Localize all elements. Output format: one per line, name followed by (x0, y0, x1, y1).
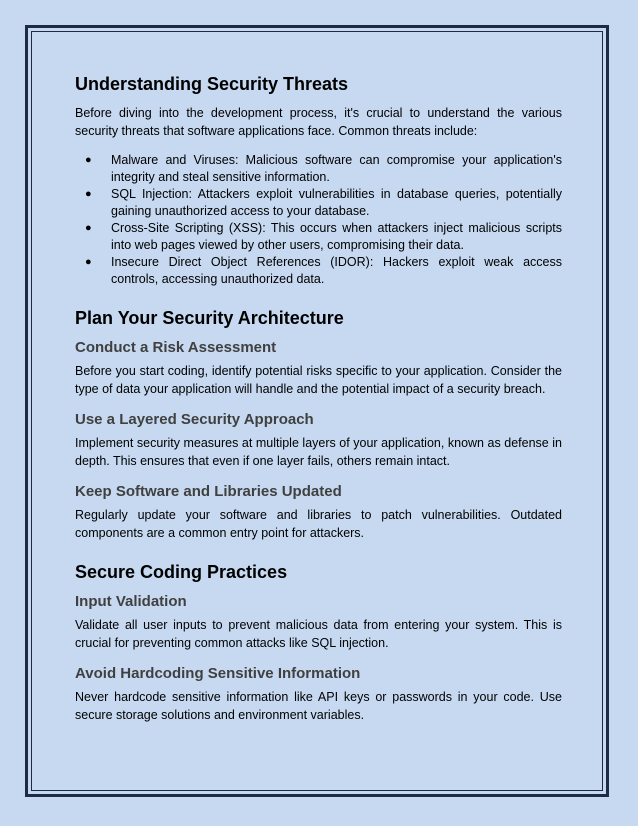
bullet-icon: ● (85, 256, 92, 268)
bullet-icon: ● (85, 154, 92, 166)
bullet-icon: ● (85, 188, 92, 200)
paragraph-input-validation: Validate all user inputs to prevent malicious data from entering your system. This is crucial for preventing common attacks like SQL injection. (75, 618, 562, 650)
list-item: ● Insecure Direct Object References (IDOR): Hackers exploit weak access controls, accessing unauthorized data. (85, 255, 562, 286)
paragraph-avoid-hardcoding: Never hardcode sensitive information like API keys or passwords in your code. Use secure storage solutions and environment variables. (75, 690, 562, 722)
section-heading-secure-coding: Secure Coding Practices (75, 562, 288, 582)
paragraph-keep-updated: Regularly update your software and libraries to patch vulnerabilities. Outdated components are a common entry point for attackers. (75, 508, 562, 540)
subheading-keep-updated: Keep Software and Libraries Updated (75, 483, 342, 500)
subheading-avoid-hardcoding: Avoid Hardcoding Sensitive Information (75, 665, 361, 682)
section-heading-threats: Understanding Security Threats (75, 74, 349, 94)
section-heading-architecture: Plan Your Security Architecture (75, 308, 344, 328)
list-item: ● Malware and Viruses: Malicious software can compromise your application's integrity and steal sensitive information. (85, 153, 562, 184)
paragraph-layered-security: Implement security measures at multiple layers of your application, known as defense in depth. This ensures that even if one layer fails, others remain intact. (75, 436, 562, 468)
list-item: ● SQL Injection: Attackers exploit vulnerabilities in database queries, potentially gaining unauthorized access to your database. (85, 187, 562, 218)
subheading-layered-security: Use a Layered Security Approach (75, 411, 314, 428)
threats-list (75, 152, 562, 288)
paragraph-risk-assessment: Before you start coding, identify potential risks specific to your application. Consider the type of data your application will handle and the potential impact of a security breach. (75, 364, 562, 396)
subheading-input-validation: Input Validation (75, 593, 187, 610)
list-item: ● Cross-Site Scripting (XSS): This occurs when attackers inject malicious scripts into web pages viewed by other users, compromising their data. (85, 221, 562, 252)
bullet-icon: ● (85, 222, 92, 234)
subheading-risk-assessment: Conduct a Risk Assessment (75, 339, 277, 356)
threats-intro: Before diving into the development process, it's crucial to understand the various security threats that software applications face. Common threats include: (75, 106, 562, 138)
document-content (75, 72, 562, 724)
